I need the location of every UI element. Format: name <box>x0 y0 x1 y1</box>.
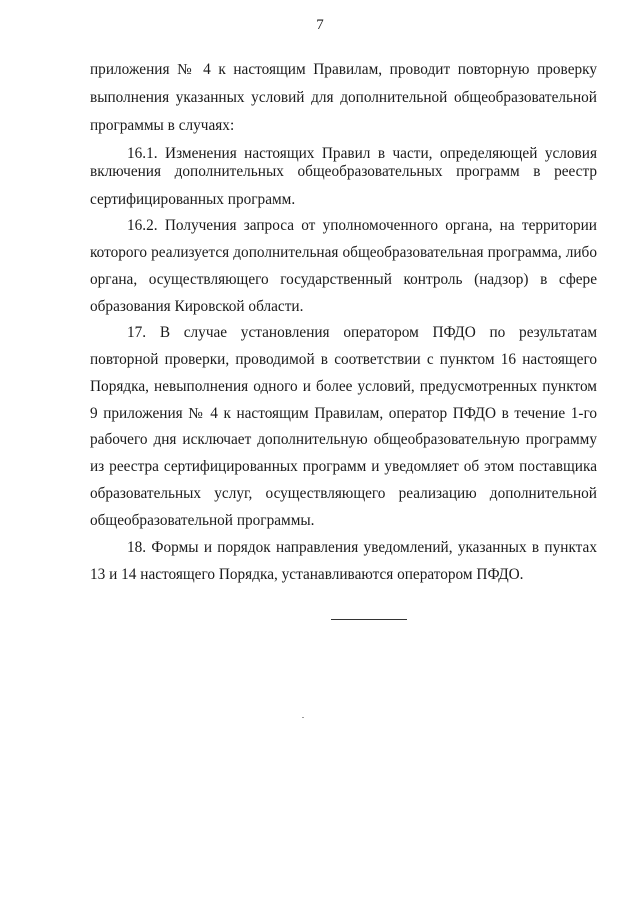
text-line: 18. Формы и порядок направления уведомлений, указанных в пунктах <box>127 539 597 556</box>
text-line: выполнения указанных условий для дополнительной общеобразовательной <box>90 89 597 106</box>
text-line: 16.2. Получения запроса от уполномоченного органа, на территории <box>127 217 597 234</box>
text-line: Порядка, невыполнения одного и более условий, предусмотренных пунктом <box>90 378 597 395</box>
text-line: органа, осуществляющего государственный контроль (надзор) в сфере <box>90 271 597 288</box>
text-line: сертифицированных программ. <box>90 191 296 208</box>
text-line: образования Кировской области. <box>90 298 304 315</box>
text-line: приложения № 4 к настоящим Правилам, проводит повторную проверку <box>90 61 597 78</box>
text-line: 17. В случае установления оператором ПФДО по результатам <box>127 324 597 341</box>
text-line: включения дополнительных общеобразовательных программ в реестр <box>90 163 597 180</box>
text-line: программы в случаях: <box>90 117 235 134</box>
separator-line <box>331 619 407 620</box>
text-line: которого реализуется дополнительная общеобразовательная программа, либо <box>90 244 597 261</box>
text-line: общеобразовательной программы. <box>90 512 315 529</box>
text-line: образовательных услуг, осуществляющего реализацию дополнительной <box>90 485 597 502</box>
page-number: 7 <box>316 17 324 33</box>
text-line: рабочего дня исключает дополнительную общеобразовательную программу <box>90 431 597 448</box>
text-line: 16.1. Изменения настоящих Правил в части, определяющей условия <box>127 145 597 162</box>
text-line: из реестра сертифицированных программ и уведомляет об этом поставщика <box>90 458 597 475</box>
text-line: 13 и 14 настоящего Порядка, устанавливаются оператором ПФДО. <box>90 566 524 583</box>
text-line: повторной проверки, проводимой в соответствии с пунктом 16 настоящего <box>90 351 597 368</box>
scan-speck <box>302 717 304 718</box>
text-line: 9 приложения № 4 к настоящим Правилам, оператор ПФДО в течение 1-го <box>90 405 597 422</box>
